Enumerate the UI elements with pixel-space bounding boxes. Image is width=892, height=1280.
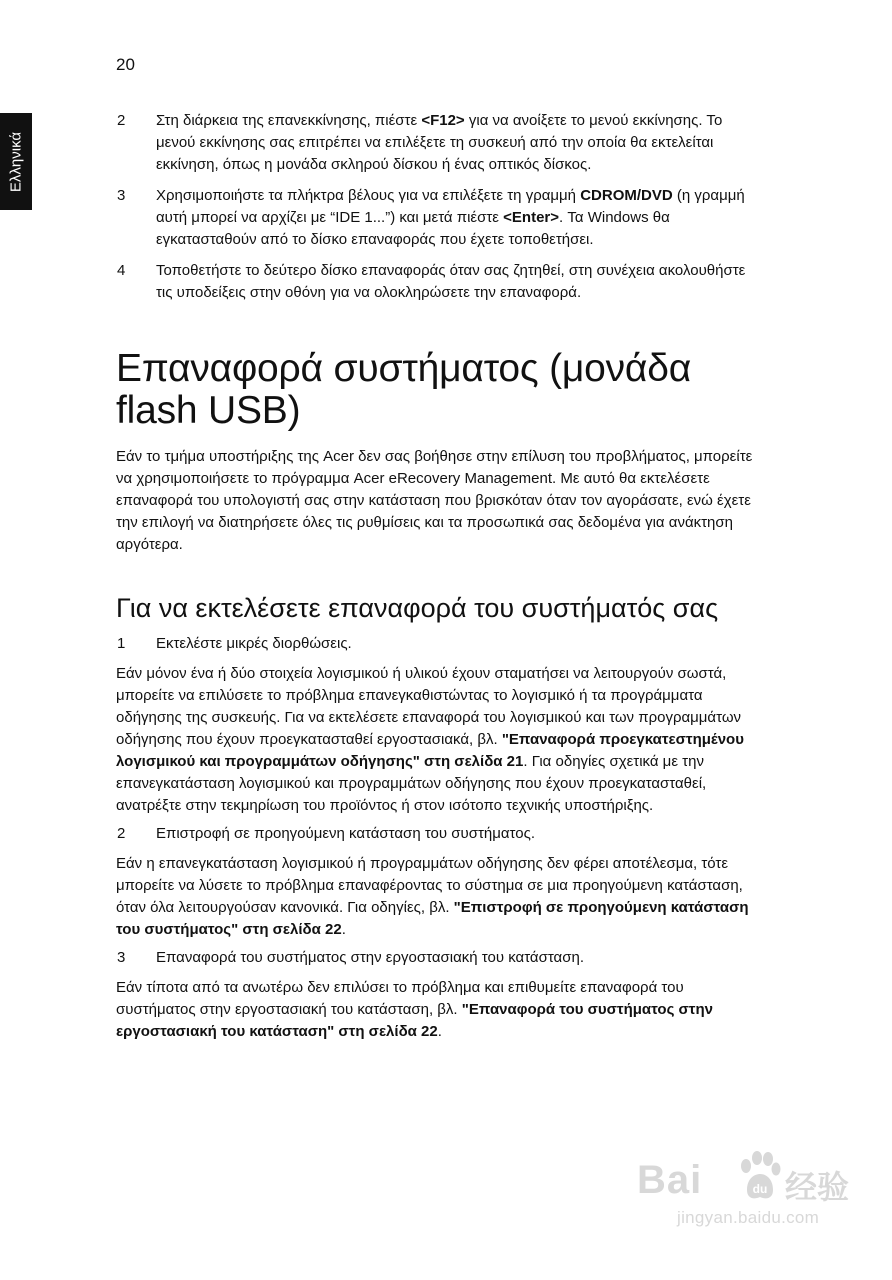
step-number: 2	[117, 825, 126, 842]
step-text	[156, 187, 745, 248]
text-run: Στη διάρκεια της επανεκκίνησης, πιέστε	[156, 112, 422, 129]
subsection-title: Για να εκτελέσετε επαναφορά του συστήματός σας	[116, 593, 719, 623]
step-description	[116, 977, 761, 1043]
step-item	[116, 947, 761, 969]
bold-text-run: "Επαναφορά του συστήματος στην εργοστασιακή του κατάσταση" στη σελίδα 22	[116, 1001, 714, 1040]
text-run: για να ανοίξετε το μενού εκκίνησης. Το μενού εκκίνησης σας επιτρέπει να επιλέξετε τη συσκευή από την οποία θα εκτελείται εκκίνηση, όπως η μονάδα σκληρού δίσκου ή ένας οπτικός δίσκος.	[156, 112, 723, 173]
step-item	[116, 110, 761, 176]
text-run: Εάν μόνον ένα ή δύο στοιχεία λογισμικού ή υλικού έχουν σταματήσει να λειτουργούν σωστά, μπορείτε να επιλύσετε το πρόβλημα επανεγκαθιστώντας το λογισμικό ή τα προγράμματα οδήγησης της συσκευής. Για να εκτελέσετε επαναφορά του λογισμικού και των προγραμμάτων οδήγησης που έχουν προεγκατασταθεί εργοστασιακά, βλ.	[116, 665, 742, 748]
watermark-brand: Bai	[637, 1158, 703, 1202]
step-item	[116, 633, 761, 655]
text-run: . Τα Windows θα εγκατασταθούν από το δίσκο επαναφοράς που έχετε τοποθετήσει.	[156, 209, 670, 248]
recovery-steps	[116, 110, 761, 304]
step-text: Επιστροφή σε προηγούμενη κατάσταση του συστήματος.	[156, 825, 536, 842]
page-content	[116, 110, 761, 1049]
step-number: 3	[117, 187, 126, 204]
text-run: Τοποθετήστε το δεύτερο δίσκο επαναφοράς όταν σας ζητηθεί, στη συνέχεια ακολουθήστε τις υποδείξεις στην οθόνη για να ολοκληρώσετε την επαναφορά.	[156, 262, 746, 301]
bold-text-run: "Επιστροφή σε προηγούμενη κατάσταση του συστήματος" στη σελίδα 22	[116, 899, 749, 938]
text-run: Εάν τίποτα από τα ανωτέρω δεν επιλύσει το πρόβλημα και επιθυμείτε επαναφορά του συστήματος στην εργοστασιακή του κατάσταση, βλ.	[116, 979, 684, 1018]
text-run: (η γραμμή αυτή μπορεί να αρχίζει με “IDE 1...”) και μετά πιέστε	[156, 187, 745, 226]
subsection-item	[116, 947, 761, 1043]
step-text	[156, 262, 745, 301]
step-item	[116, 185, 761, 251]
bold-text-run: CDROM/DVD	[580, 187, 673, 204]
step-item	[116, 823, 761, 845]
bold-text-run: <F12>	[421, 112, 465, 129]
step-text	[156, 112, 722, 173]
watermark-brand-cn: 经验	[785, 1169, 850, 1205]
watermark-url: jingyan.baidu.com	[677, 1208, 820, 1227]
step-number: 2	[117, 112, 126, 129]
step-text: Εκτελέστε μικρές διορθώσεις.	[156, 635, 352, 652]
section-title: Επαναφορά συστήματος (μονάδα flash USB)	[116, 347, 692, 432]
svg-text:du: du	[752, 1182, 768, 1196]
step-number: 4	[117, 262, 126, 279]
step-description	[116, 853, 761, 941]
text-run: Εάν η επανεγκατάσταση λογισμικού ή προγραμμάτων οδήγησης δεν φέρει αποτέλεσμα, τότε μπορείτε να λύσετε το πρόβλημα επαναφέροντας το σύστημα σε μια προηγούμενη κατάσταση, όταν όλα λειτουργούσαν κανονικά. Για οδηγίες, βλ.	[116, 855, 743, 916]
text-run: Χρησιμοποιήστε τα πλήκτρα βέλους για να επιλέξετε τη γραμμή	[156, 187, 581, 204]
language-tab	[0, 113, 32, 210]
bold-text-run: <Enter>	[503, 209, 560, 226]
text-run: .	[437, 1023, 442, 1040]
text-run: .	[341, 921, 346, 938]
language-tab-label: Ελληνικά	[7, 131, 25, 192]
watermark	[637, 1150, 877, 1250]
step-text: Επαναφορά του συστήματος στην εργοστασιακή του κατάσταση.	[156, 949, 584, 966]
page-number: 20	[116, 55, 135, 74]
bold-text-run: "Επαναφορά προεγκατεστημένου λογισμικού και προγραμμάτων οδήγησης" στη σελίδα 21	[116, 731, 744, 770]
text-run: . Για οδηγίες σχετικά με την επανεγκατάσταση λογισμικού και προγραμμάτων οδήγησης που έχουν προεγκατασταθεί, ανατρέξτε στην τεκμηρίωση του προϊόντος ή στον ισότοπο τεχνικής υποστήριξης.	[116, 753, 707, 814]
section-intro: Εάν το τμήμα υποστήριξης της Acer δεν σας βοήθησε στην επίλυση του προβλήματος, μπορείτε να χρησιμοποιήσετε το πρόγραμμα Acer eRecovery Management. Με αυτό θα εκτελέσετε επαναφορά του υπολογιστή σας στην κατάσταση που βρισκόταν όταν τον αγοράσατε, ενώ έχετε την επιλογή να διατηρήσετε όλες τις ρυθμίσεις και τα προσωπικά σας δεδομένα για ανάκτηση αργότερα.	[116, 448, 753, 553]
step-number: 1	[117, 635, 126, 652]
subsection-item	[116, 823, 761, 941]
step-item	[116, 260, 761, 304]
paw-icon	[737, 1150, 781, 1202]
step-number: 3	[117, 949, 126, 966]
subsection-item	[116, 633, 761, 817]
step-description	[116, 663, 761, 817]
